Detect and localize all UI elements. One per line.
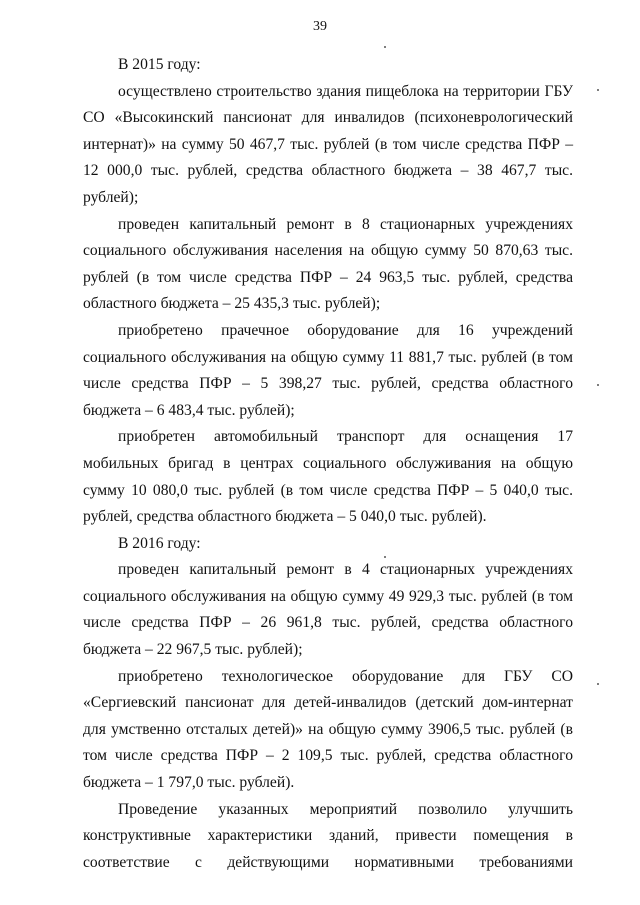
scan-speck [597, 89, 599, 91]
scan-speck [384, 46, 386, 48]
paragraph-conclusion: Проведение указанных мероприятий позволило улучшить конструктивные характеристики зданий, привести помещения в соответствие с действующими нормативными требованиями [83, 800, 573, 871]
scan-speck [384, 556, 386, 558]
paragraph-2015-repair: проведен капитальный ремонт в 8 стационарных учреждениях социального обслуживания населения на общую сумму 50 870,63 тыс. рублей (в том числе средства ПФР – 24 963,5 тыс. рублей, средства областного бюджета – 25 435,3 тыс. рублей); [83, 215, 573, 313]
paragraph-2016-repair: проведен капитальный ремонт в 4 стационарных учреждениях социального обслуживания на общую сумму 49 929,3 тыс. рублей (в том числе средства ПФР – 26 961,8 тыс. рублей, средства областного бюджета – 22 967,5 тыс. рублей); [83, 561, 573, 659]
document-body [83, 52, 573, 876]
paragraph-2016-heading: В 2016 году: [118, 534, 201, 552]
paragraph-2015-vehicles: приобретен автомобильный транспорт для оснащения 17 мобильных бригад в центрах социального обслуживания на общую сумму 10 080,0 тыс. рублей (в том числе средства ПФР – 5 040,0 тыс. рублей, средства областного бюджета – 5 040,0 тыс. рублей). [83, 428, 573, 526]
scan-speck [597, 683, 599, 685]
page-number: 39 [313, 19, 327, 34]
paragraph-2015-heading: В 2015 году: [118, 56, 201, 73]
paragraph-2016-equipment: приобретено технологическое оборудование для ГБУ СО «Сергиевский пансионат для детей-инвалидов (детский дом-интернат для умственно отсталых детей)» на общую сумму 3906,5 тыс. рублей (в том числе средства ПФР – 2 109,5 тыс. рублей, средства областного бюджета – 1 797,0 тыс. рублей). [83, 667, 573, 792]
paragraph-2015-construction: осуществлено строительство здания пищеблока на территории ГБУ СО «Высокинский пансионат для инвалидов (психоневрологический интернат)» на сумму 50 467,7 тыс. рублей (в том числе средства ПФР – 12 000,0 тыс. рублей, средства областного бюджета – 38 467,7 тыс. рублей); [83, 82, 573, 206]
scan-speck [597, 384, 599, 386]
paragraph-2015-laundry: приобретено прачечное оборудование для 16 учреждений социального обслуживания на общую сумму 11 881,7 тыс. рублей (в том числе средства ПФР – 5 398,27 тыс. рублей, средства областного бюджета – 6 483,4 тыс. рублей); [83, 321, 573, 419]
